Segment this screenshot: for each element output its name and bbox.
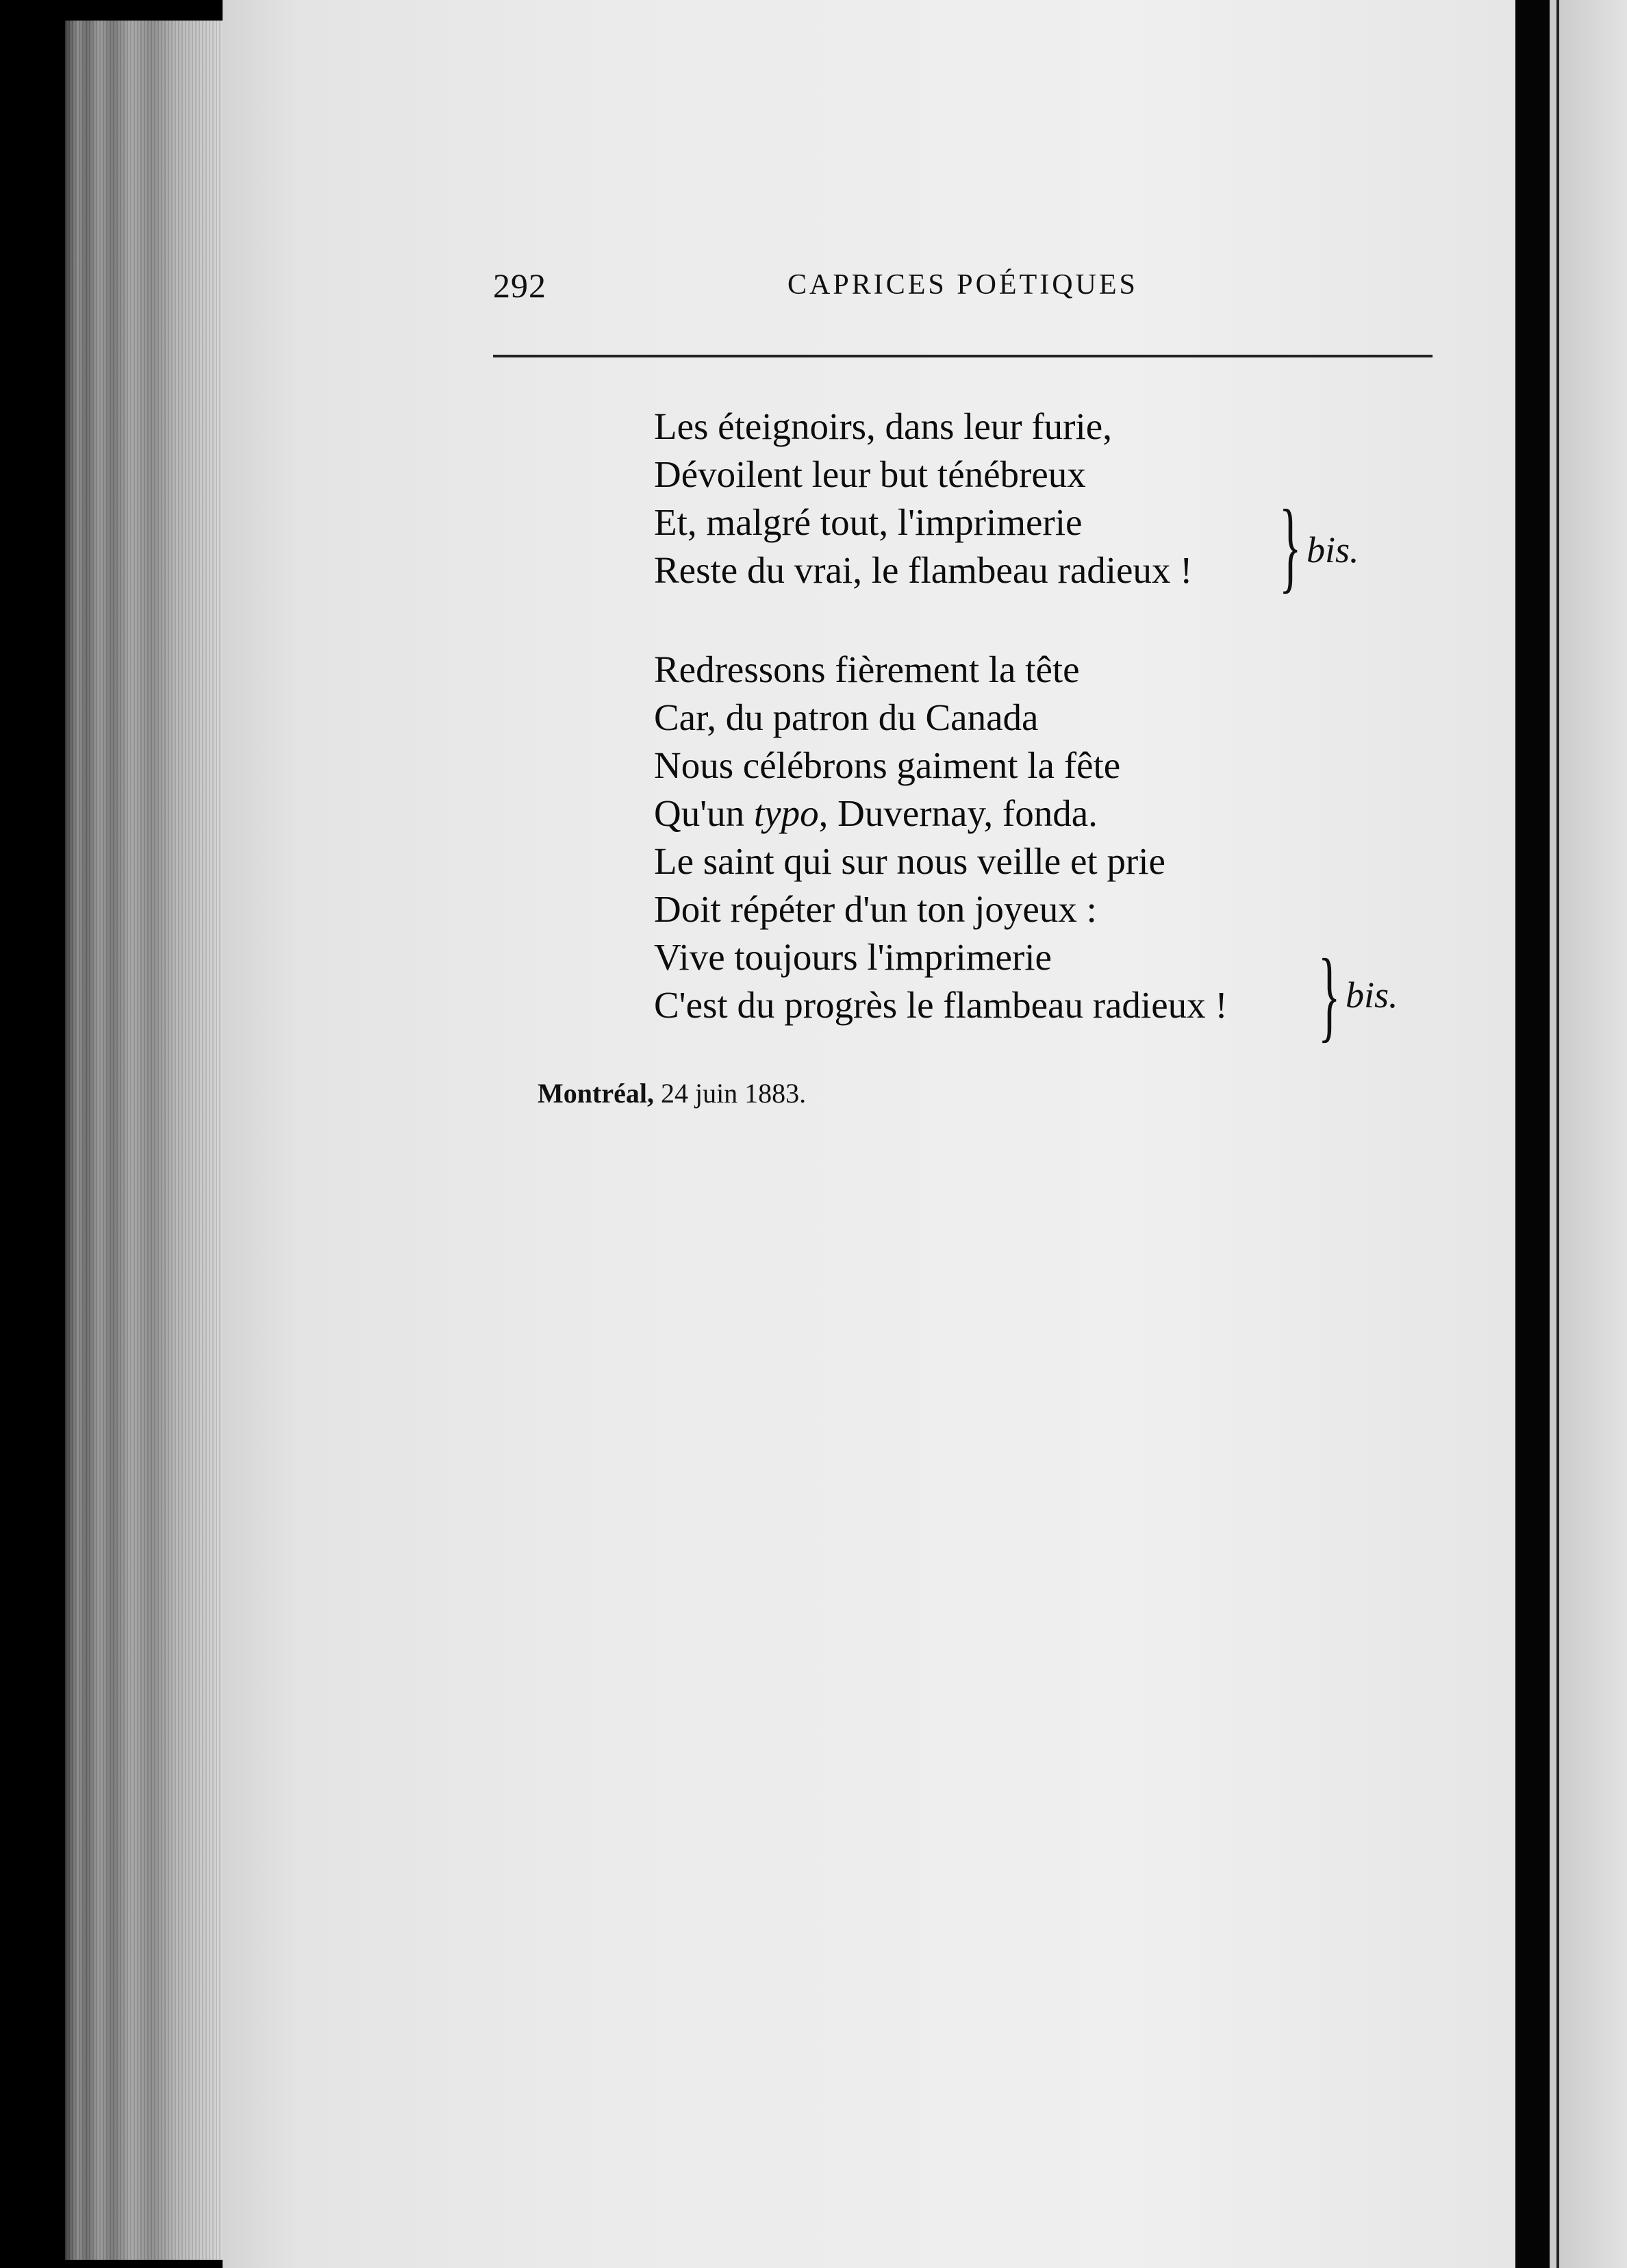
facing-page-edge [1550, 0, 1627, 2268]
refrain-mark: bis. [1307, 529, 1359, 570]
book-page [223, 0, 1515, 2268]
verse-line: Vive toujours l'imprimerie [654, 936, 1052, 978]
verse-line: Les éteignoirs, dans leur furie, [654, 405, 1112, 447]
dateline [538, 1077, 806, 1109]
dateline-place: Montréal, [538, 1078, 654, 1109]
refrain-brace: } [1318, 938, 1341, 1052]
book-gutter [1515, 0, 1550, 2268]
italic-word: typo [753, 792, 819, 834]
verse-line: Nous célébrons gaiment la fête [654, 744, 1121, 786]
running-head [493, 260, 1431, 315]
running-title: CAPRICES POÉTIQUES [787, 269, 1138, 301]
refrain-brace: } [1279, 489, 1302, 603]
verse-line-prefix: Qu'un [654, 792, 754, 834]
refrain-mark: bis. [1346, 974, 1398, 1016]
verse-line: C'est du progrès le flambeau radieux ! [654, 984, 1228, 1026]
verse-line [654, 790, 1228, 837]
book-page-edges [65, 21, 223, 2260]
verse-line-suffix: , Duvernay, fonda. [818, 792, 1098, 834]
verse-line: Dévoilent leur but ténébreux [654, 453, 1086, 495]
verse-line: Car, du patron du Canada [654, 696, 1039, 738]
verse-line: Le saint qui sur nous veille et prie [654, 840, 1165, 882]
header-rule [493, 355, 1433, 357]
dateline-date: 24 juin 1883. [660, 1078, 807, 1109]
verse-line: Redressons fièrement la tête [654, 648, 1080, 690]
verse-line: Doit répéter d'un ton joyeux : [654, 888, 1097, 930]
stanza-2 [654, 646, 1228, 1029]
verse-line: Et, malgré tout, l'imprimerie [654, 501, 1083, 543]
page-number: 292 [493, 266, 546, 305]
stanza-1 [654, 403, 1193, 594]
verse-line: Reste du vrai, le flambeau radieux ! [654, 549, 1193, 591]
